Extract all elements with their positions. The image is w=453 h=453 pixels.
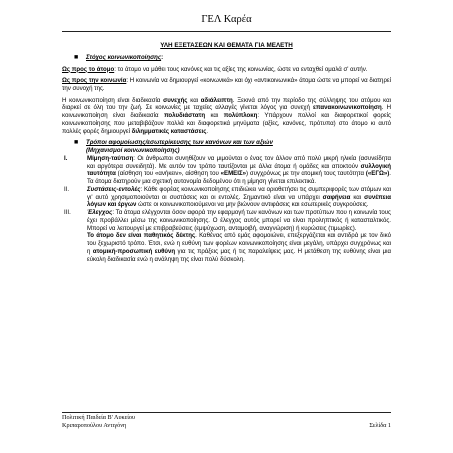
footer-course: Πολιτική Παιδεία Β' Λυκείου xyxy=(62,414,136,421)
list-item-systaseis: II. Συστάσεις-εντολές: Κάθε φορέας κοινωνικοποίησης επιδιώκει να οριοθετήσει τις συμπεριφορές των ατόμων και γι' αυτό χρησιμοποιούνται οι συστάσεις και οι εντολές. Σημαντικό είναι να υπάρχει σαφήνεια και συνέπεια λόγων και έργων ώστε οι κοινωνικοποιούμενοι να μην βιώνουν αντιφάσεις και εσωτερικές συγκρούσεις. xyxy=(64,185,391,209)
document-title: ΥΛΗ ΕΞΕΤΑΣΕΩΝ ΚΑΙ ΘΕΜΑΤΑ ΓΙΑ ΜΕΛΕΤΗ xyxy=(160,42,293,49)
paragraph-atomo-lead: Ως προς το άτομο xyxy=(62,65,115,73)
bullet-icon: ■ xyxy=(74,54,79,61)
paragraph-atomo: Ως προς το άτομο: το άτομο να μάθει τους κανόνες και τις αξίες της κοινωνίας, ώστε να ενταχθεί ομαλά σ' αυτήν. xyxy=(62,65,368,73)
paragraph-diadikasia: Η κοινωνικοποίηση είναι διαδικασία συνεχής και αδιάλειπτη. Ξεκινά από την περίοδο της σύλληψης του ατόμου και διαρκεί σε όλη του την ζωή. Σε κοινωνίες με ταχείες αλλαγές γίνεται λόγος για συνεχή επανακοινωνικοποίηση. Η κοινωνικοποίηση είναι διαδικασία πολυδιάστατη και πολύπλοκη: Υπάρχουν πολλοί και διαφορετικοί φορείς κοινωνικοποίησης που μεταβιβάζουν πολλά και διαφορετικά μηνύματα (αξίες, κανόνες, πρότυπα) στο άτομο κι αυτό πολλές φορές δημιουργεί διλημματικές καταστάσεις. xyxy=(62,96,391,135)
bullet-mechanisms xyxy=(62,139,391,155)
mechanisms-heading: Τρόποι αφομοίωσης/εσωτερίκευσης των κανόνων και των αξιών xyxy=(86,139,273,147)
list-item-mimisi: I. Μίμηση-ταύτιση: Οι άνθρωποι συνηθίζουν να μιμούνται ο ένας τον άλλον από πολύ μικρή ηλικία (ασυνείδητα και αργότερα συνειδητά). Με αυτόν τον τρόπο ταυτίζονται με άλλα άτομα ή ομάδες και αποκτούν συλλογική ταυτότητα (αίσθηση του «ανήκειν», αίσθηση του «ΕΜΕΙΣ») συγχρόνως με την ατομική τους ταυτότητα («ΕΓΩ»). Τα άτομα διατηρούν μια σχετική αυτονομία δεδομένου ότι η μίμηση γίνεται επιλεκτικά. xyxy=(64,154,391,186)
paragraph-koinonia: Ως προς την κοινωνία: Η κοινωνία να δημιουργεί «κοινωνικά» και όχι «αντικοινωνικά» άτομα ώστε να μπορεί να διατηρεί την συνοχή της. xyxy=(62,77,391,93)
footer-author: Κριπαροπούλου Αντιγόνη xyxy=(62,422,127,429)
goal-label: Στόχος κοινωνικοποίησης xyxy=(86,54,162,61)
header-title: ΓΕΛ Καρέα xyxy=(201,14,252,25)
bullet-icon: ■ xyxy=(74,139,79,147)
page-number: Σελίδα 1 xyxy=(369,422,391,429)
mechanisms-subheading: (Μηχανισμοί κοινωνικοποίησης) xyxy=(86,147,180,155)
list-item-elegxos: III. Έλεγχος: Τα άτομα ελέγχονται όσον αφορά την εφαρμογή των κανόνων και των προτύπων που η κοινωνία τους έχει προβάλλει μέσω της κοινωνικοποίησης. Ο έλεγχος αυτός μπορεί να είναι προληπτικός ή κατασταλτικός. Μπορεί να λειτουργεί με επιβραβεύσεις (εμψύχωση, ανταμοιβή, αναγνώριση) ή κυρώσεις (τιμωρίες). Το άτομο δεν είναι παθητικός δέκτης. Καθένας από εμάς αφομοιώνει, επεξεργάζεται και αντιδρά με τον δικό του ξεχωριστό τρόπο. Έτσι, ενώ η ευθύνη των φορέων κοινωνικοποίησης είναι μεγάλη, υπάρχει συγχρόνως και η ατομική-προσωπική ευθύνη για τις πράξεις μας ή τις παραλείψεις μας. Η μετάθεση της ευθύνης είναι μια εύκολη διαδικασία ενώ η ανάληψη της είναι πολύ δύσκολη. xyxy=(64,209,391,263)
paragraph-koinonia-lead: Ως προς την κοινωνία xyxy=(62,77,127,85)
bullet-goal: ■ Στόχος κοινωνικοποίησης: xyxy=(74,54,164,61)
page-footer xyxy=(62,412,391,430)
document-body xyxy=(62,54,391,263)
page-header xyxy=(62,13,391,32)
